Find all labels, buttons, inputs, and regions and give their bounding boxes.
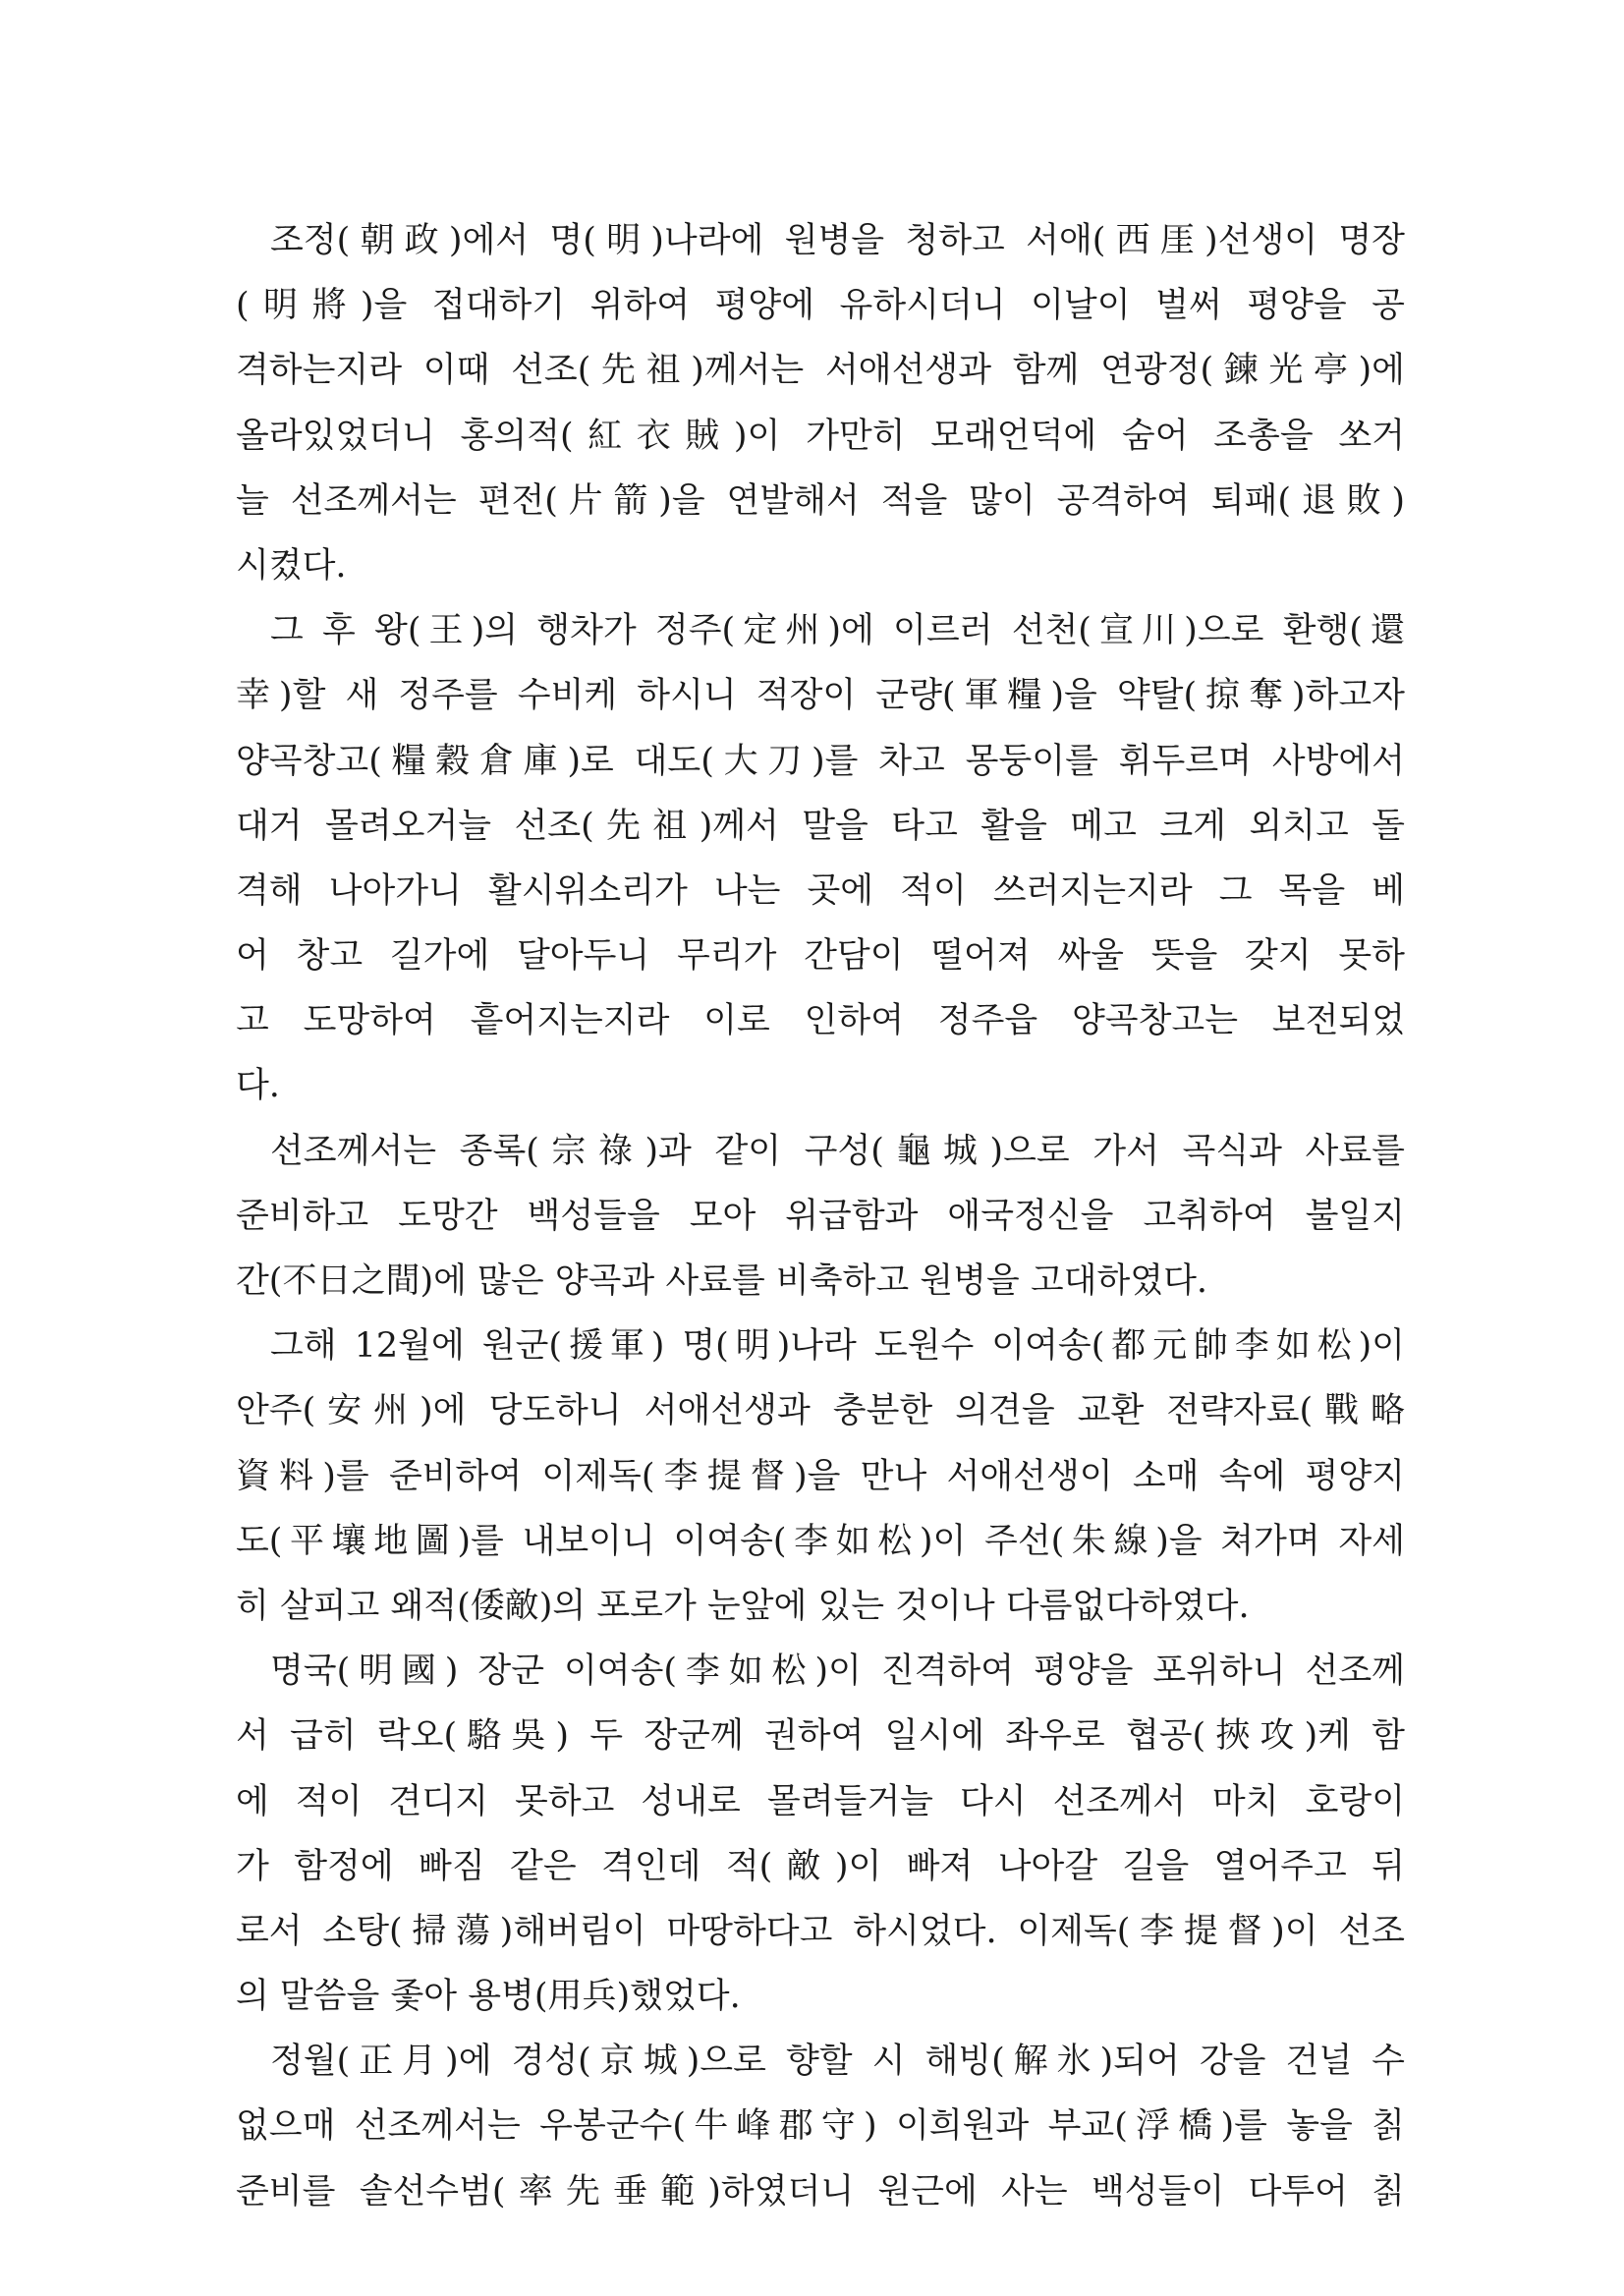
text-line: 시켰다.	[236, 545, 347, 586]
text-line: 안주(安州)에 당도하니 서애선생과 충분한 의견을 교환 전략자료(戰略	[236, 1391, 1405, 1431]
text-line: 격하는지라 이때 선조(先祖)께서는 서애선생과 함께 연광정(鍊光亭)에	[236, 351, 1405, 391]
text-line: 의 말씀을 좇아 용병(用兵)했었다.	[236, 1977, 741, 2017]
text-line: 명국(明國) 장군 이여송(李如松)이 진격하여 평양을 포위하니 선조께	[270, 1652, 1405, 1692]
text-line: 幸)할 새 정주를 수비케 하시니 적장이 군량(軍糧)을 약탈(掠奪)하고자	[236, 676, 1405, 716]
text-line: 로서 소탕(掃蕩)해버림이 마땅하다고 하시었다. 이제독(李提督)이 선조	[236, 1911, 1405, 1951]
text-line: 준비하고 도망간 백성들을 모아 위급함과 애국정신을 고취하여 불일지	[236, 1196, 1405, 1236]
text-line: 간(不日之間)에 많은 양곡과 사료를 비축하고 원병을 고대하였다.	[236, 1261, 1208, 1301]
text-line: 어 창고 길가에 달아두니 무리가 간담이 떨어져 싸울 뜻을 갖지 못하	[236, 936, 1405, 977]
text-line: 선조께서는 종록(宗祿)과 같이 구성(龜城)으로 가서 곡식과 사료를	[270, 1131, 1405, 1171]
text-line: 조정(朝政)에서 명(明)나라에 원병을 청하고 서애(西厓)선생이 명장	[270, 221, 1405, 260]
text-line: 없으매 선조께서는 우봉군수(牛峰郡守) 이희원과 부교(浮橋)를 놓을 칡	[236, 2106, 1405, 2147]
text-line: 대거 몰려오거늘 선조(先祖)께서 말을 타고 활을 메고 크게 외치고 돌	[236, 806, 1405, 846]
text-line: 서 급히 락오(駱吳) 두 장군께 권하여 일시에 좌우로 협공(挾攻)케 함	[236, 1716, 1405, 1757]
text-line: 늘 선조께서는 편전(片箭)을 연발해서 적을 많이 공격하여 퇴패(退敗)	[236, 480, 1405, 521]
text-line: 그해 12월에 원군(援軍) 명(明)나라 도원수 이여송(都元帥李如松)이	[270, 1326, 1405, 1367]
text-line: 그 후 왕(王)의 행차가 정주(定州)에 이르러 선천(宣川)으로 환행(還	[270, 611, 1405, 651]
text-line: 가 함정에 빠짐 같은 격인데 적(敵)이 빠져 나아갈 길을 열어주고 뒤	[236, 1846, 1405, 1886]
text-line: 도(平壤地圖)를 내보이니 이여송(李如松)이 주선(朱線)을 쳐가며 자세	[236, 1521, 1405, 1561]
text-line: 준비를 솔선수범(率先垂範)하였더니 원근에 사는 백성들이 다투어 칡	[236, 2171, 1405, 2212]
text-line: 에 적이 견디지 못하고 성내로 몰려들거늘 다시 선조께서 마치 호랑이	[236, 1781, 1405, 1821]
text-line: 정월(正月)에 경성(京城)으로 향할 시 해빙(解氷)되어 강을 건널 수	[270, 2042, 1405, 2082]
text-line: 격해 나아가니 활시위소리가 나는 곳에 적이 쓰러지는지라 그 목을 베	[236, 870, 1405, 911]
text-line: 히 살피고 왜적(倭敵)의 포로가 눈앞에 있는 것이나 다름없다하였다.	[236, 1586, 1250, 1626]
text-line: (明將)을 접대하기 위하여 평양에 유하시더니 이날이 벌써 평양을 공	[236, 286, 1405, 326]
text-line: 올라있었더니 홍의적(紅衣賊)이 가만히 모래언덕에 숨어 조총을 쏘거	[236, 416, 1405, 456]
text-line: 고 도망하여 흩어지는지라 이로 인하여 정주읍 양곡창고는 보전되었	[236, 1001, 1405, 1041]
body-text	[236, 208, 1405, 2224]
text-line: 다.	[236, 1066, 280, 1106]
text-line: 양곡창고(糧穀倉庫)로 대도(大刀)를 차고 몽둥이를 휘두르며 사방에서	[236, 741, 1405, 781]
text-line: 資料)를 준비하여 이제독(李提督)을 만나 서애선생이 소매 속에 평양지	[236, 1456, 1405, 1496]
